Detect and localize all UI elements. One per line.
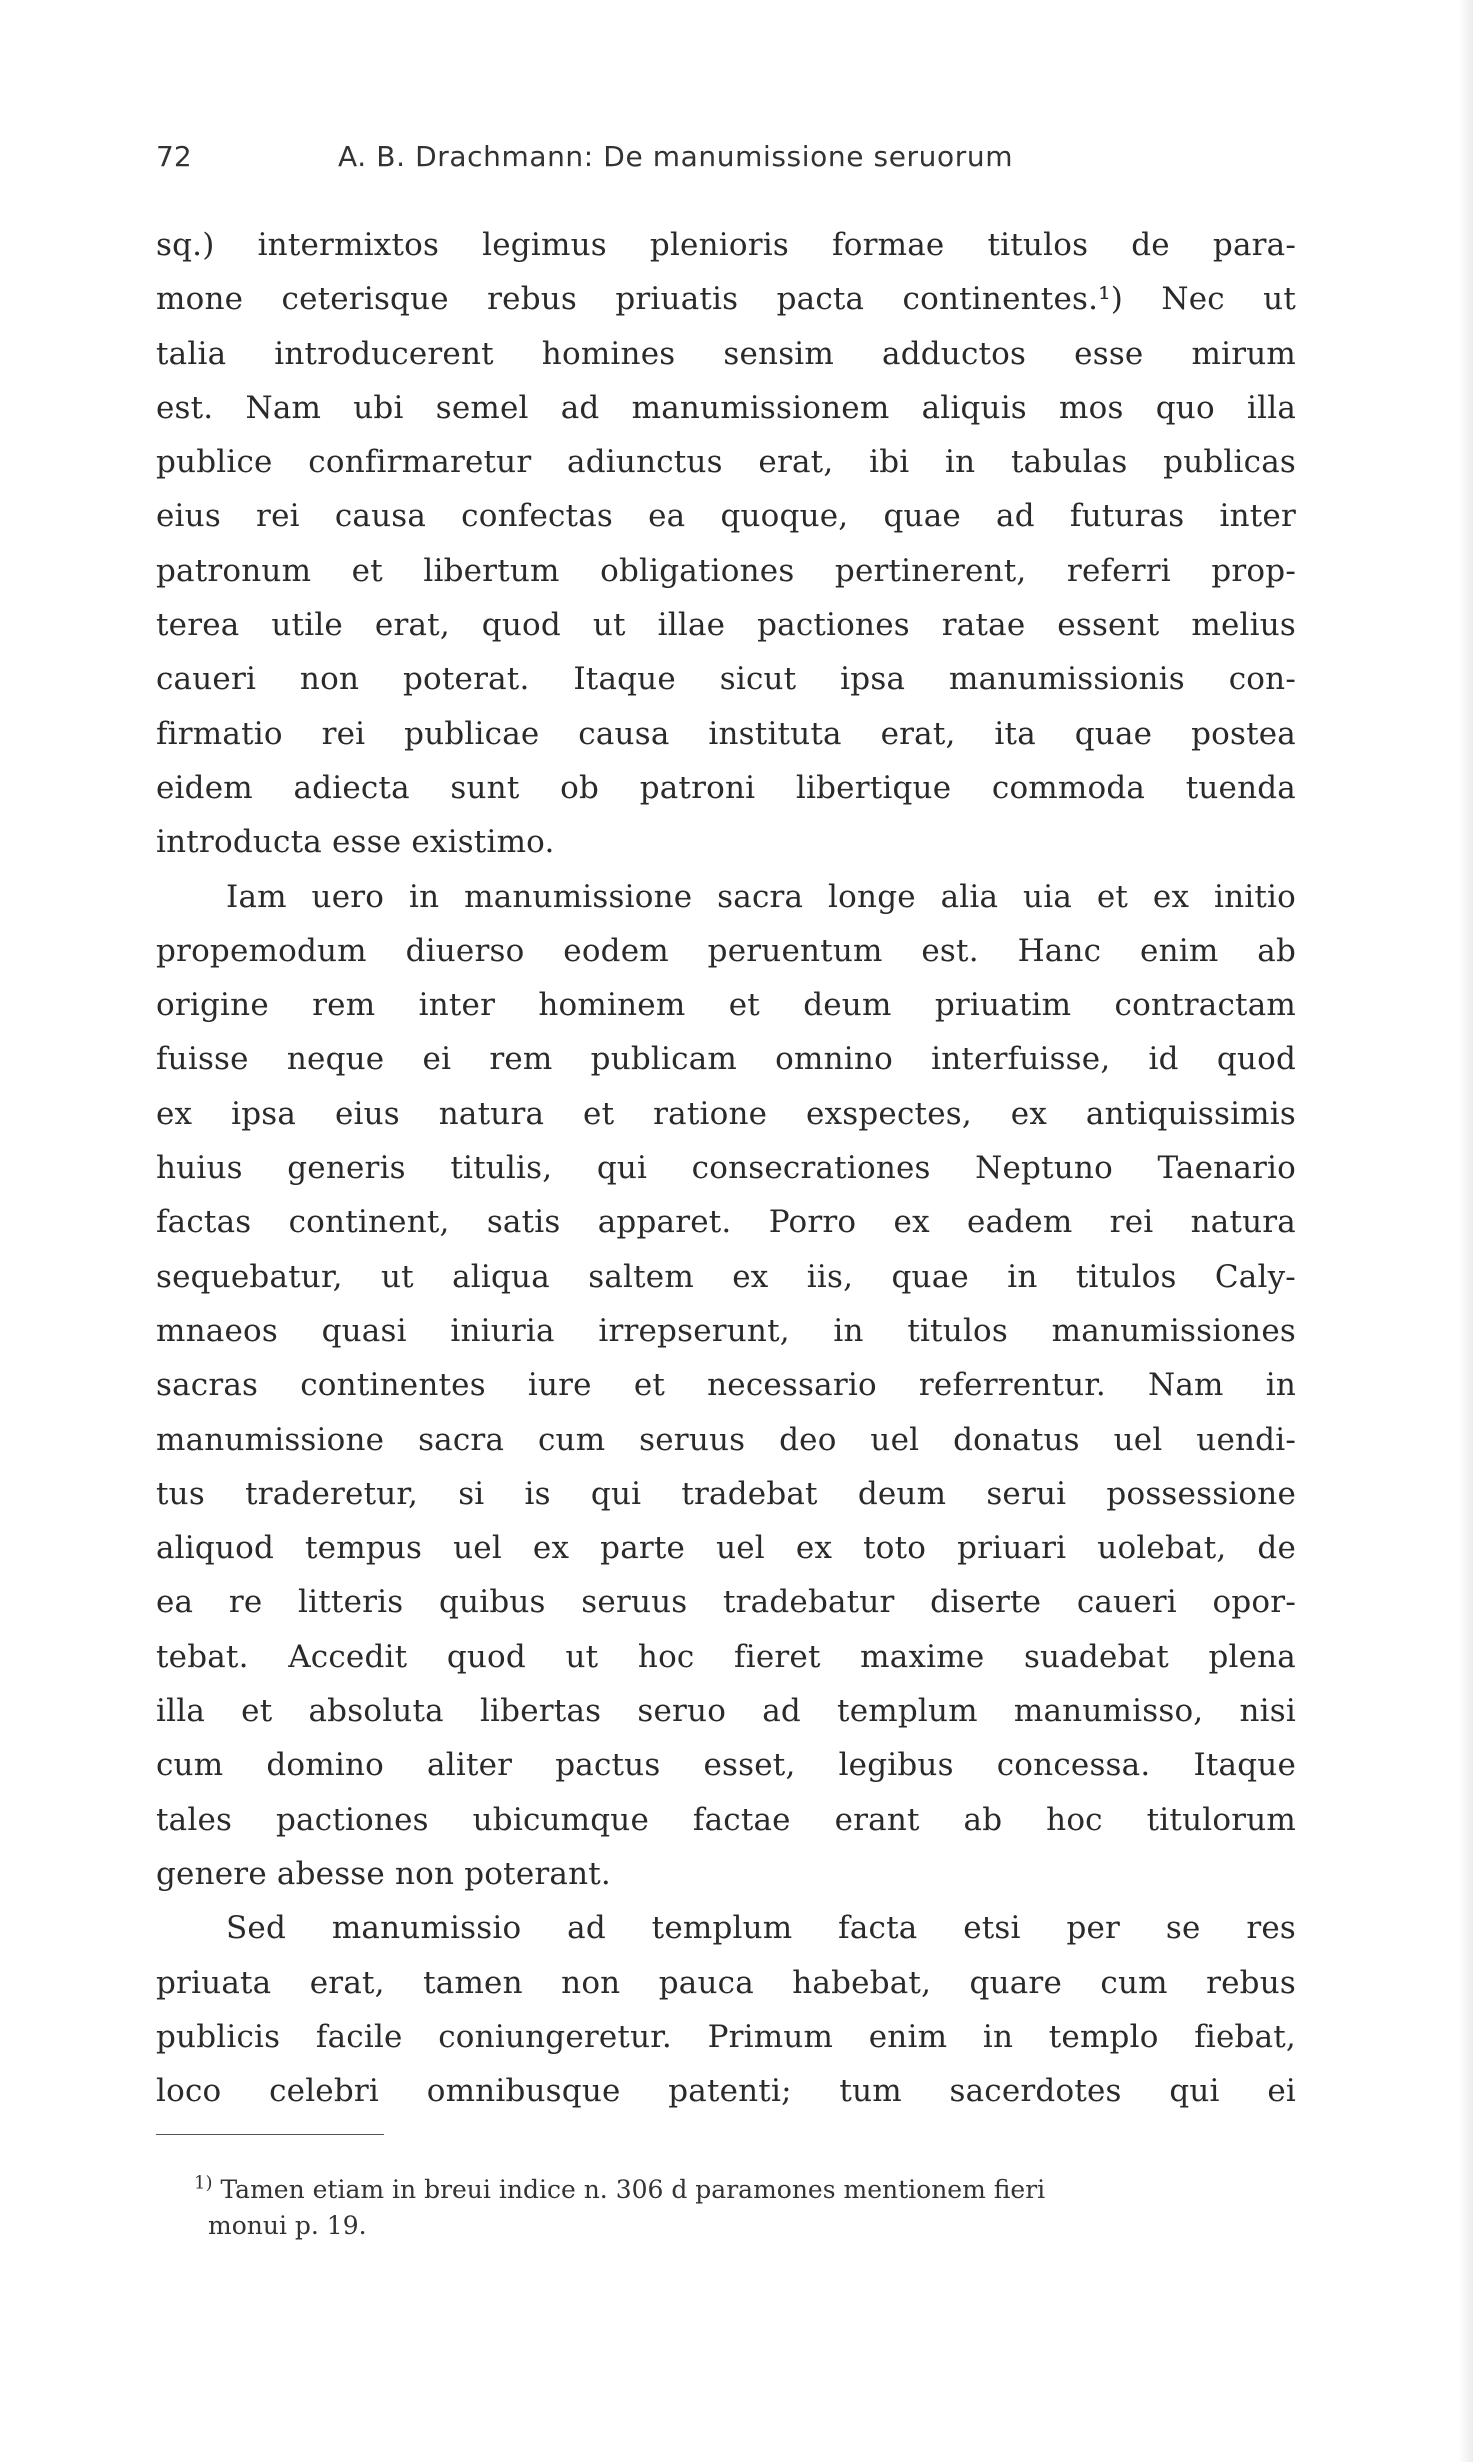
text-line: sequebatur, ut aliqua saltem ex iis, quae in titulos Caly- [156,1258,1296,1295]
body-text [156,218,1296,2118]
paragraph-end-line: introducta esse existimo. [156,824,555,861]
text-line: est. Nam ubi semel ad manumissionem aliquis mos quo illa [156,389,1296,426]
text-line: factas continent, satis apparet. Porro ex eadem rei natura [156,1204,1296,1241]
text-line: eidem adiecta sunt ob patroni libertique commoda tuenda [156,769,1296,806]
footnote [194,2172,1296,2244]
footnote-text: Tamen etiam in breui indice n. 306 d paramones mentionem fieri [220,2175,1046,2204]
text-line: sq.) intermixtos legimus plenioris formae titulos de para- [156,227,1296,263]
footnote-line [194,2172,1296,2208]
text-line: eius rei causa confectas ea quoque, quae ad futuras inter [156,498,1296,535]
text-line: ea re litteris quibus seruus tradebatur diserte caueri opor- [156,1584,1296,1621]
text-line: talia introducerent homines sensim adductos esse mirum [156,335,1296,372]
text-line: illa et absoluta libertas seruo ad templum manumisso, nisi [156,1693,1296,1730]
text-line: patronum et libertum obligationes pertinerent, referri prop- [156,552,1296,589]
running-header [156,140,1096,180]
text-line: firmatio rei publicae causa instituta erat, ita quae postea [156,715,1296,752]
running-title: A. B. Drachmann: De manumissione seruorum [338,140,1014,173]
text-line: publicis facile coniungeretur. Primum enim in templo fiebat, [156,2018,1296,2055]
text-line: origine rem inter hominem et deum priuatim contractam [156,987,1296,1024]
text-line: tales pactiones ubicumque factae erant ab hoc titulorum [156,1801,1296,1838]
text-line: mone ceterisque rebus priuatis pacta continentes.¹) Nec ut [156,281,1296,318]
text-line: mnaeos quasi iniuria irrepserunt, in titulos manumissiones [156,1312,1296,1349]
footnote-marker: 1) [194,2172,213,2194]
paragraph-start-line: Iam uero in manumissione sacra longe alia uia et ex initio [226,878,1296,915]
text-line: propemodum diuerso eodem peruentum est. Hanc enim ab [156,932,1296,969]
text-line: cum domino aliter pactus esset, legibus concessa. Itaque [156,1747,1296,1784]
text-line: manumissione sacra cum seruus deo uel donatus uel uendi- [156,1421,1296,1458]
text-line: caueri non poterat. Itaque sicut ipsa manumissionis con- [156,661,1296,698]
footnote-line: monui p. 19. [208,2211,367,2240]
page-edge-shadow [1459,0,1473,2462]
text-line: aliquod tempus uel ex parte uel ex toto priuari uolebat, de [156,1530,1296,1567]
text-line: terea utile erat, quod ut illae pactiones ratae essent melius [156,607,1296,644]
text-line: ex ipsa eius natura et ratione exspectes, ex antiquissimis [156,1095,1296,1132]
text-line: priuata erat, tamen non pauca habebat, quare cum rebus [156,1964,1296,2001]
text-line: sacras continentes iure et necessario referrentur. Nam in [156,1367,1296,1404]
text-line: huius generis titulis, qui consecrationes Neptuno Taenario [156,1150,1296,1187]
text-line: loco celebri omnibusque patenti; tum sacerdotes qui ei [156,2073,1296,2110]
text-line: tebat. Accedit quod ut hoc fieret maxime suadebat plena [156,1638,1296,1675]
text-line: publice confirmaretur adiunctus erat, ibi in tabulas publicas [156,444,1296,481]
footnote-rule [156,2134,384,2135]
page-number: 72 [156,140,192,173]
paragraph-end-line: genere abesse non poterant. [156,1855,611,1892]
text-line: fuisse neque ei rem publicam omnino interfuisse, id quod [156,1041,1296,1078]
paragraph-start-line: Sed manumissio ad templum facta etsi per se res [226,1910,1296,1947]
text-line: tus traderetur, si is qui tradebat deum serui possessione [156,1475,1296,1512]
